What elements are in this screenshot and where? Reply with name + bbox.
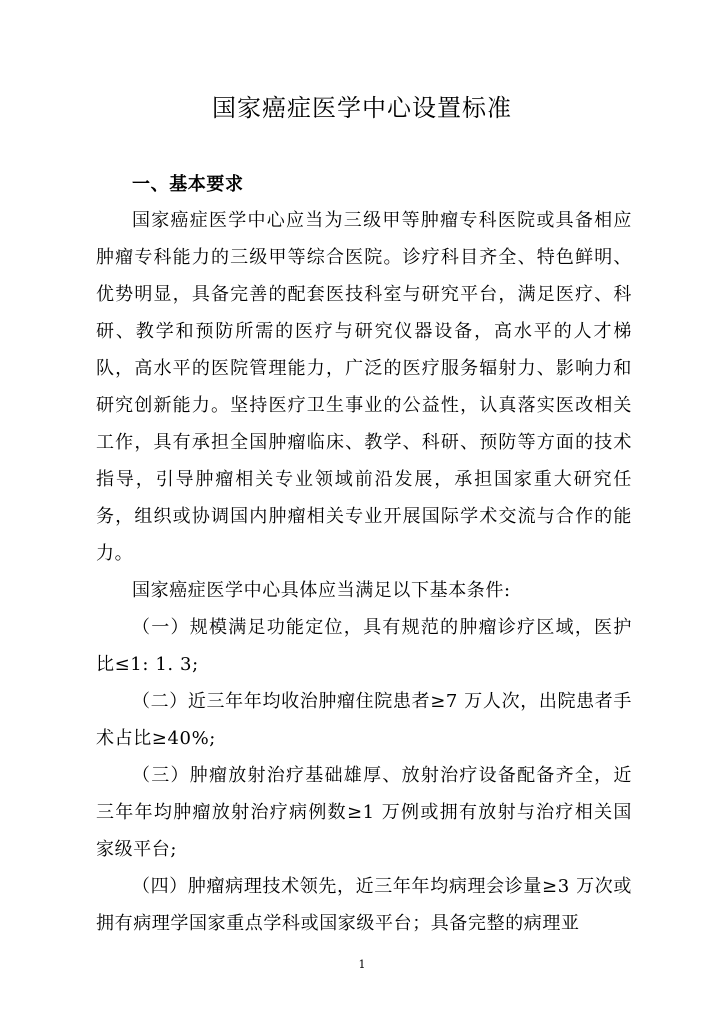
paragraph-item-1: （一）规模满足功能定位，具有规范的肿瘤诊疗区域，医护比≤1: 1. 3;: [96, 617, 632, 675]
paragraph-conditions-lead: 国家癌症医学中心具体应当满足以下基本条件:: [132, 580, 511, 601]
paragraph-item-2: （二）近三年年均收治肿瘤住院患者≥7 万人次，出院患者手术占比≥40%;: [96, 691, 632, 749]
page-number: 1: [358, 958, 366, 971]
paragraph-intro: 国家癌症医学中心应当为三级甲等肿瘤专科医院或具备相应肿瘤专科能力的三级甲等综合医院。诊疗科目齐全、特色鲜明、优势明显，具备完善的配套医技科室与研究平台，满足医疗、科研、教学和预防所需的医疗与研究仪器设备，高水平的人才梯队，高水平的医院管理能力，广泛的医疗服务辐射力、影响力和研究创新能力。坚持医疗卫生事业的公益性，认真落实医改相关工作，具有承担全国肿瘤临床、教学、科研、预防等方面的技术指导，引导肿瘤相关专业领域前沿发展，承担国家重大研究任务，组织或协调国内肿瘤相关专业开展国际学术交流与合作的能力。: [96, 210, 632, 564]
document-body: [96, 168, 632, 942]
document-title: 国家癌症医学中心设置标准: [212, 94, 512, 122]
section-heading: 一、基本要求: [132, 174, 244, 195]
paragraph-item-4: （四）肿瘤病理技术领先，近三年年均病理会诊量≥3 万次或拥有病理学国家重点学科或国家级平台；具备完整的病理亚: [96, 876, 632, 934]
paragraph-item-3: （三）肿瘤放射治疗基础雄厚、放射治疗设备配备齐全，近三年年均肿瘤放射治疗病例数≥1 万例或拥有放射与治疗相关国家级平台;: [96, 765, 632, 860]
